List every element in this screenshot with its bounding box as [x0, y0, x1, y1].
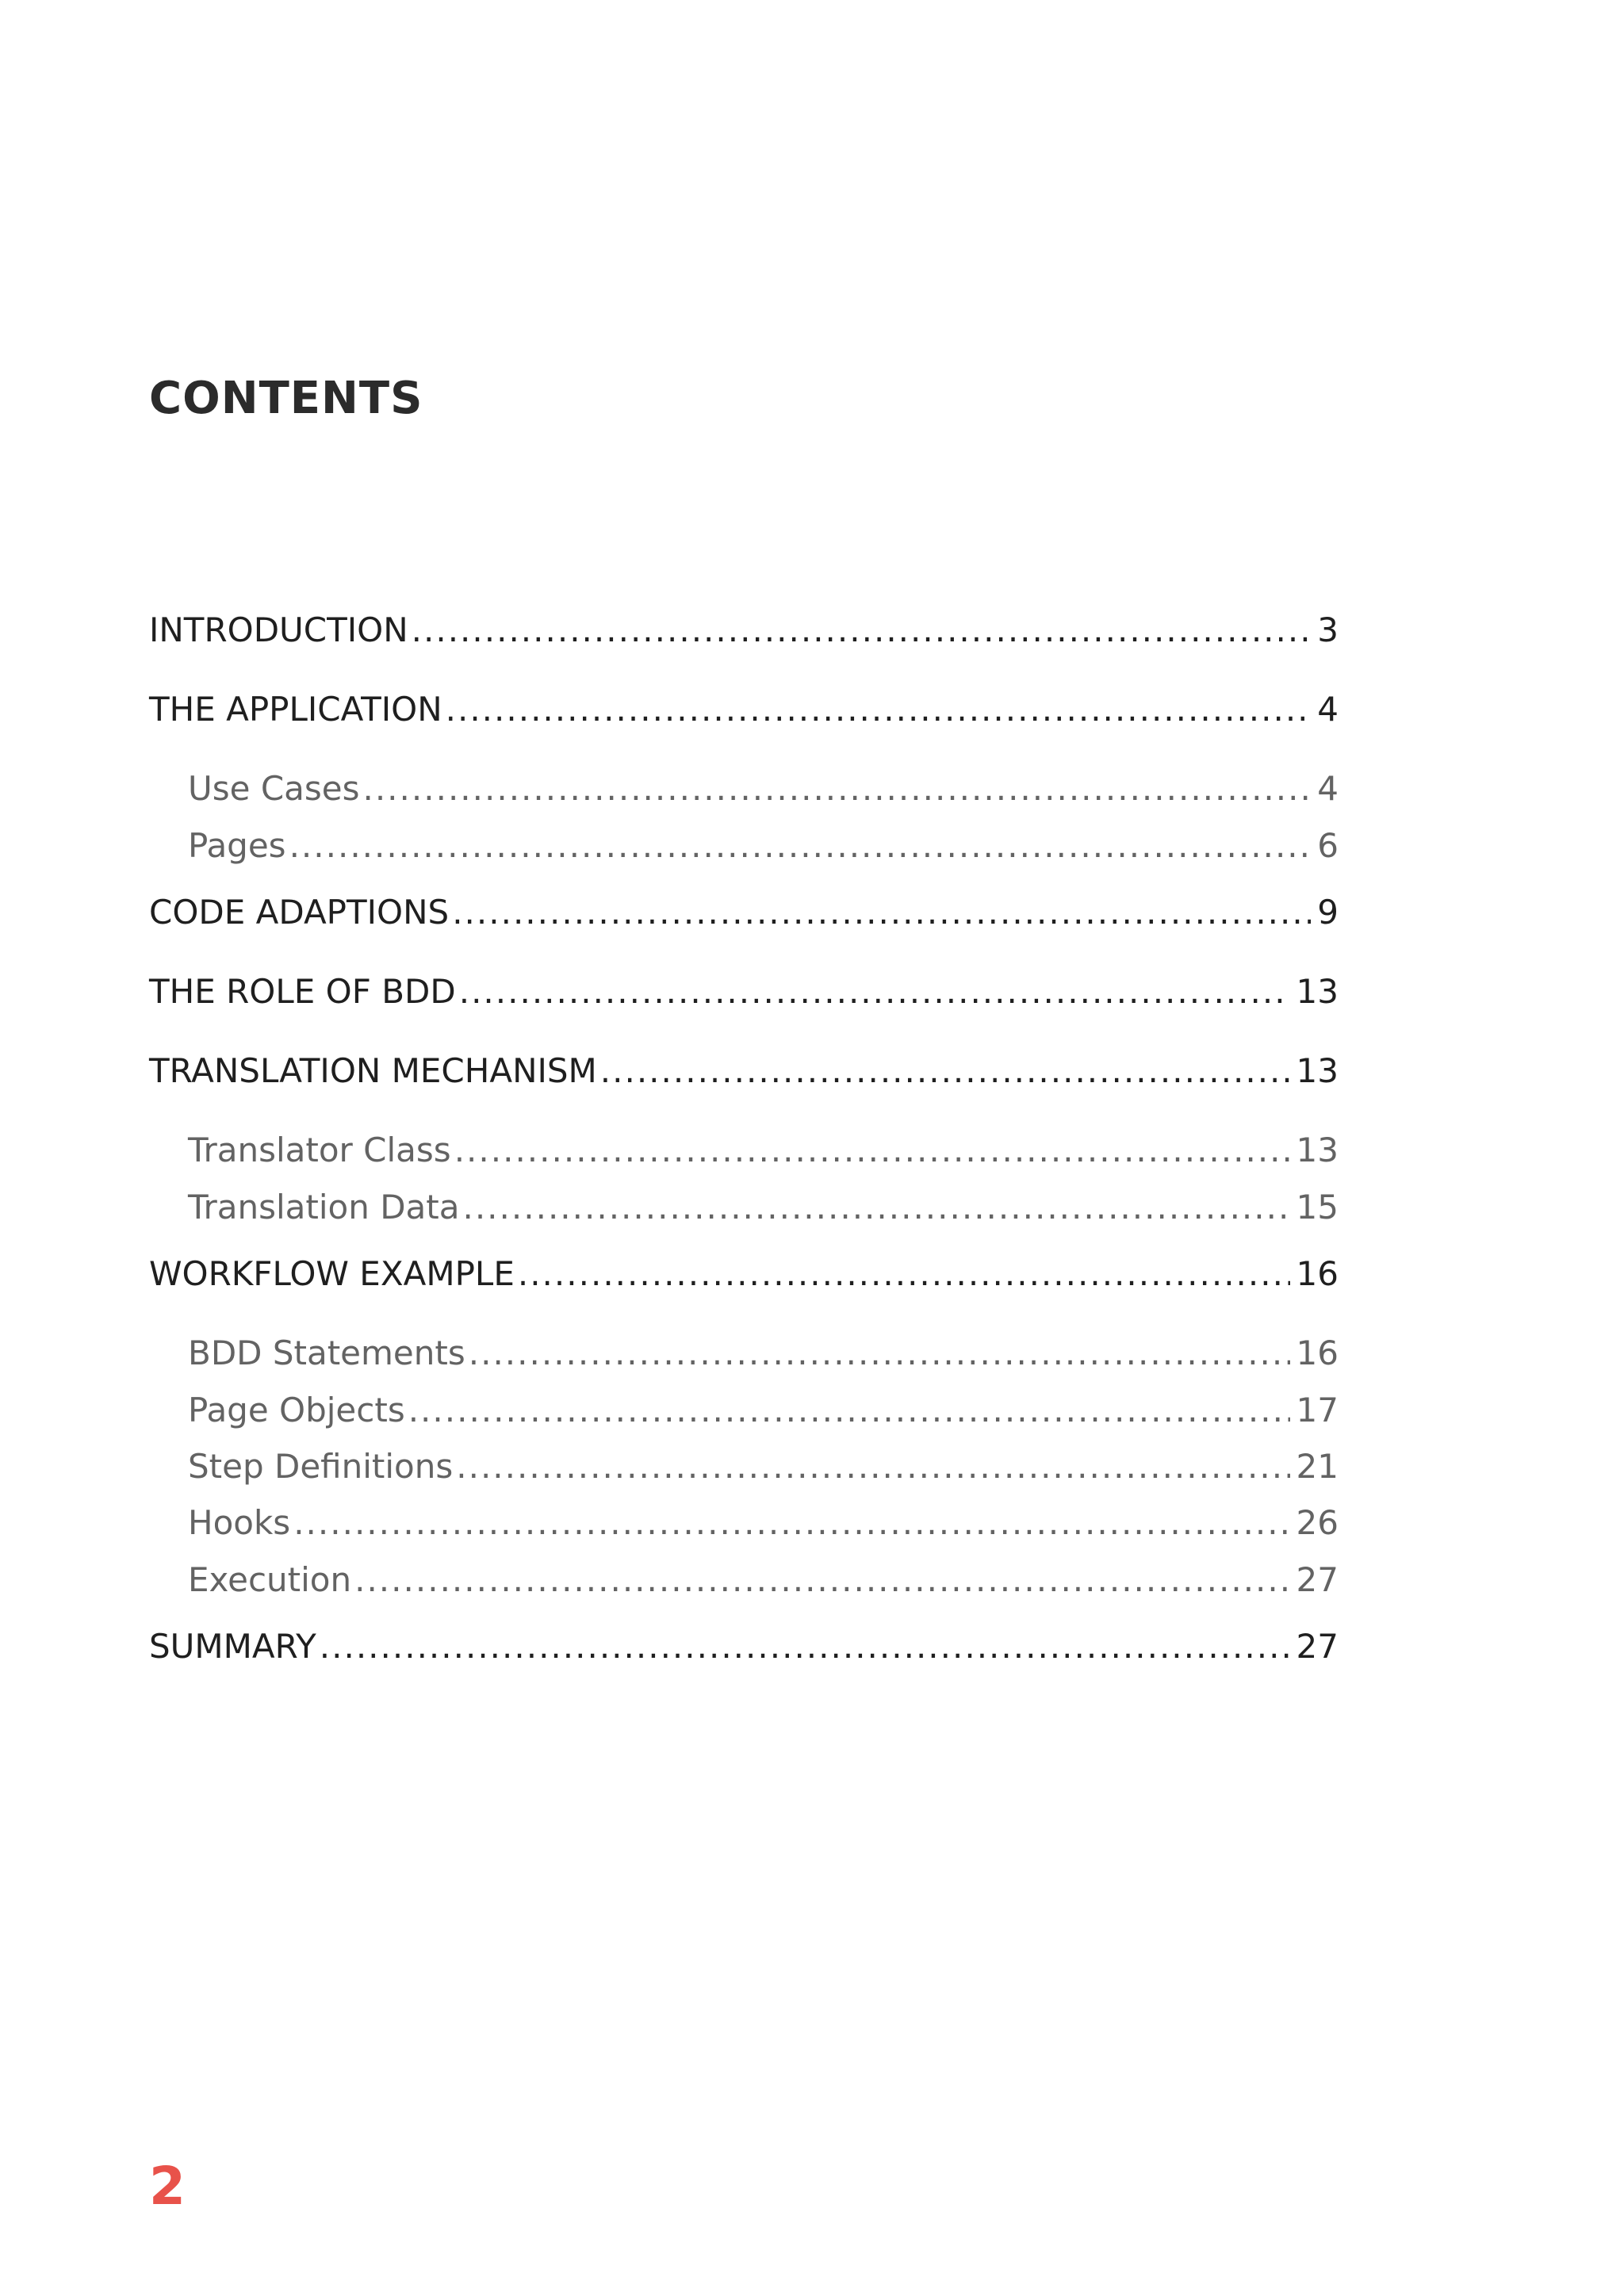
- toc-dot-leader: [446, 686, 1312, 733]
- toc-dot-leader: [408, 1387, 1290, 1434]
- toc-entry-translation-data[interactable]: [188, 1184, 1339, 1231]
- toc-dot-leader: [454, 1127, 1290, 1174]
- toc-entry-label: Translator Class: [188, 1131, 451, 1169]
- toc-dot-leader: [293, 1499, 1289, 1547]
- toc-dot-leader: [289, 822, 1312, 870]
- toc-dot-leader: [354, 1556, 1289, 1604]
- toc-entry-execution[interactable]: [188, 1556, 1339, 1604]
- toc-entry-label: Hooks: [188, 1503, 291, 1542]
- toc-entry-page: 13: [1296, 1131, 1339, 1169]
- toc-entry-page: 21: [1296, 1447, 1339, 1486]
- toc-entry-page: 26: [1296, 1503, 1339, 1542]
- toc-entry-page: 17: [1296, 1391, 1339, 1429]
- toc-entry-summary[interactable]: [149, 1623, 1339, 1670]
- toc-entry-page: 9: [1317, 893, 1339, 932]
- toc-entry-label: SUMMARY: [149, 1627, 316, 1666]
- toc-entry-label: Translation Data: [188, 1188, 460, 1226]
- toc-entry-page: 13: [1296, 1051, 1339, 1090]
- toc-dot-leader: [469, 1330, 1290, 1377]
- toc-entry-page: 16: [1296, 1334, 1339, 1372]
- toc-entry-page: 16: [1296, 1254, 1339, 1293]
- toc-entry-code-adaptions[interactable]: [149, 889, 1339, 936]
- toc-entry-hooks[interactable]: [188, 1499, 1339, 1547]
- toc-entry-page: 4: [1317, 690, 1339, 729]
- toc-entry-label: Execution: [188, 1560, 352, 1599]
- toc-entry-translation-mechanism[interactable]: [149, 1047, 1339, 1095]
- toc-entry-label: Step Definitions: [188, 1447, 454, 1486]
- page-number: 2: [149, 2156, 186, 2217]
- toc-entry-label: CODE ADAPTIONS: [149, 893, 450, 932]
- toc-entry-page: 27: [1296, 1560, 1339, 1599]
- toc-dot-leader: [456, 1443, 1289, 1490]
- toc-entry-label: WORKFLOW EXAMPLE: [149, 1254, 515, 1293]
- toc-entry-page-objects[interactable]: [188, 1387, 1339, 1434]
- toc-entry-label: Pages: [188, 826, 286, 865]
- toc-entry-label: BDD Statements: [188, 1334, 465, 1372]
- toc-entry-step-definitions[interactable]: [188, 1443, 1339, 1490]
- toc-entry-label: THE ROLE OF BDD: [149, 972, 456, 1011]
- toc-entry-translator-class[interactable]: [188, 1127, 1339, 1174]
- toc-dot-leader: [320, 1623, 1290, 1670]
- toc-dot-leader: [459, 968, 1290, 1016]
- toc-entry-workflow-example[interactable]: [149, 1250, 1339, 1298]
- toc-entry-introduction[interactable]: [149, 607, 1339, 654]
- toc-dot-leader: [462, 1184, 1289, 1231]
- toc-dot-leader: [518, 1250, 1290, 1298]
- toc-dot-leader: [452, 889, 1311, 936]
- toc-entry-label: THE APPLICATION: [149, 690, 442, 729]
- toc-entry-the-role-of-bdd[interactable]: [149, 968, 1339, 1016]
- toc-dot-leader: [362, 765, 1311, 813]
- toc-entry-page: 4: [1317, 769, 1339, 808]
- toc-entry-label: Use Cases: [188, 769, 360, 808]
- toc-entry-the-application[interactable]: [149, 686, 1339, 733]
- toc-entry-bdd-statements[interactable]: [188, 1330, 1339, 1377]
- toc-entry-page: 13: [1296, 972, 1339, 1011]
- toc-entry-page: 3: [1317, 610, 1339, 649]
- toc-entry-label: INTRODUCTION: [149, 610, 408, 649]
- toc-entry-label: TRANSLATION MECHANISM: [149, 1051, 597, 1090]
- toc-entry-page: 15: [1296, 1188, 1339, 1226]
- toc-entry-pages[interactable]: [188, 822, 1339, 870]
- toc-entry-label: Page Objects: [188, 1391, 405, 1429]
- page-title: CONTENTS: [149, 373, 423, 424]
- toc-entry-page: 6: [1317, 826, 1339, 865]
- toc-dot-leader: [412, 607, 1312, 654]
- toc-entry-use-cases[interactable]: [188, 765, 1339, 813]
- toc-dot-leader: [600, 1047, 1290, 1095]
- toc-entry-page: 27: [1296, 1627, 1339, 1666]
